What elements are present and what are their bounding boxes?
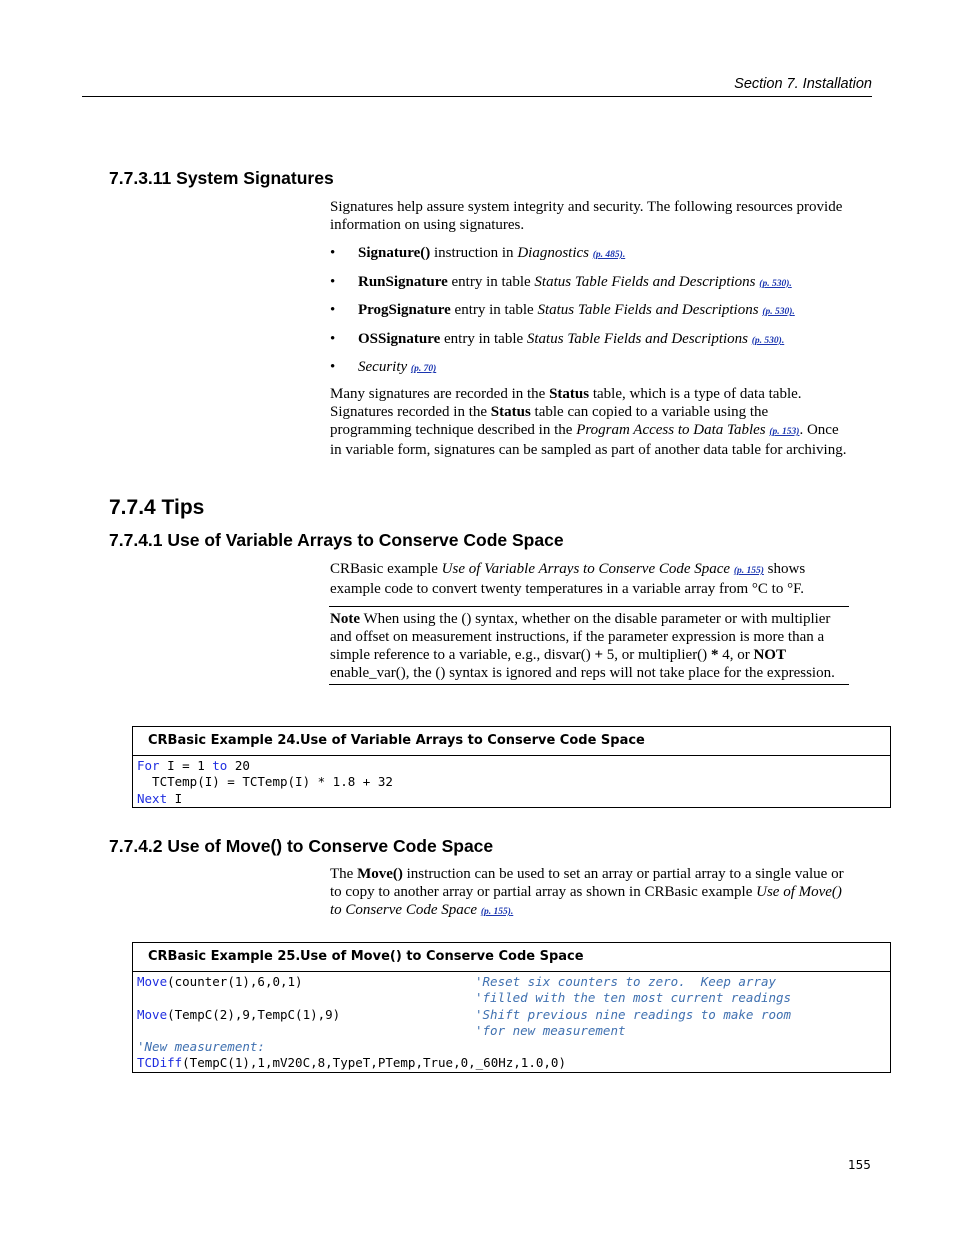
example-caption: CRBasic Example 24.Use of Variable Arrays to Conserve Code Space: [133, 727, 890, 756]
page-reference-link[interactable]: (p. 530): [751, 335, 782, 346]
variable-arrays-paragraph: CRBasic example Use of Variable Arrays to Conserve Code Space (p. 155) shows example code to convert twenty temperatures in a variable array from °C to °F.: [330, 561, 806, 597]
page-reference-link[interactable]: (p. 70): [410, 364, 437, 375]
code-line: For I = 1 to 20: [137, 758, 250, 773]
page-reference-link[interactable]: (p. 153): [769, 427, 800, 437]
list-item: • Signature() instruction in Diagnostics (p. 485).: [330, 243, 850, 272]
heading-7-7-4: 7.7.4 Tips: [109, 496, 205, 519]
code-block: [133, 756, 890, 807]
list-item: • RunSignature entry in table Status Table Fields and Descriptions (p. 530).: [330, 272, 850, 301]
list-item: • Security (p. 70): [330, 357, 850, 386]
example-caption: CRBasic Example 25.Use of Move() to Conserve Code Space: [133, 943, 890, 972]
move-paragraph: The Move() instruction can be used to set an array or partial array to a single value or to copy to another array or partial array as shown in CRBasic example Use of Move() to Conserve Code Space (p. 155).: [330, 866, 844, 918]
code-line: 'New measurement:: [137, 1039, 265, 1055]
code-line: Move(counter(1),6,0,1) 'Reset six counters to zero. Keep array: [137, 974, 777, 989]
heading-7-7-4-2: 7.7.4.2 Use of Move() to Conserve Code Space: [109, 836, 494, 856]
page-reference-link[interactable]: (p. 530): [762, 307, 793, 318]
code-line: Next I: [137, 790, 183, 806]
note-label: Note: [330, 611, 360, 627]
page-number: 155: [848, 1158, 871, 1172]
list-item: • OSSignature entry in table Status Table Fields and Descriptions (p. 530).: [330, 329, 850, 358]
code-line: 'for new measurement: [475, 1022, 626, 1038]
page-reference-link[interactable]: (p. 485): [592, 250, 623, 260]
crbasic-example-25: [132, 942, 891, 1073]
signature-resource-list: [330, 243, 850, 386]
code-line: TCTemp(I) = TCTemp(I) * 1.8 + 32: [137, 774, 393, 790]
running-header: [82, 76, 872, 97]
code-line: TCDiff(TempC(1),1,mV20C,8,TypeT,PTemp,True,0,_60Hz,1.0,0): [137, 1055, 566, 1071]
code-line: 'filled with the ten most current readings: [475, 990, 792, 1006]
code-line: Move(TempC(2),9,TempC(1),9) 'Shift previous nine readings to make room: [137, 1006, 792, 1022]
page-reference-link[interactable]: (p. 530): [759, 278, 790, 289]
section-label: Section 7. Installation: [734, 76, 872, 92]
page-reference-link[interactable]: (p. 155): [480, 907, 511, 917]
note-box: Note When using the () syntax, whether on the disable parameter or with multiplier and offset on measurement instructions, if the parameter expression is more than a simple reference to a variable, e.g., disvar() + 5, or multiplier() * 4, or NOT enable_var(), the () syntax is ignored and reps will not take place for the expression.: [329, 606, 849, 685]
crbasic-example-24: [132, 726, 891, 808]
list-item: • ProgSignature entry in table Status Table Fields and Descriptions (p. 530).: [330, 300, 850, 329]
page-reference-link[interactable]: (p. 155): [733, 566, 764, 576]
signatures-intro: Signatures help assure system integrity and security. The following resources provide information on using signatures.: [330, 199, 843, 233]
status-table-paragraph: Many signatures are recorded in the Status table, which is a type of data table. Signatures recorded in the Status table can copied to a variable using the programming technique described in the Program Access to Data Tables (p. 153). Once in variable form, signatures can be sampled as part of another data table for archiving.: [330, 386, 847, 458]
heading-7-7-3-11: 7.7.3.11 System Signatures: [109, 168, 334, 188]
heading-7-7-4-1: 7.7.4.1 Use of Variable Arrays to Conserve Code Space: [109, 530, 564, 550]
code-block: [133, 972, 890, 1072]
